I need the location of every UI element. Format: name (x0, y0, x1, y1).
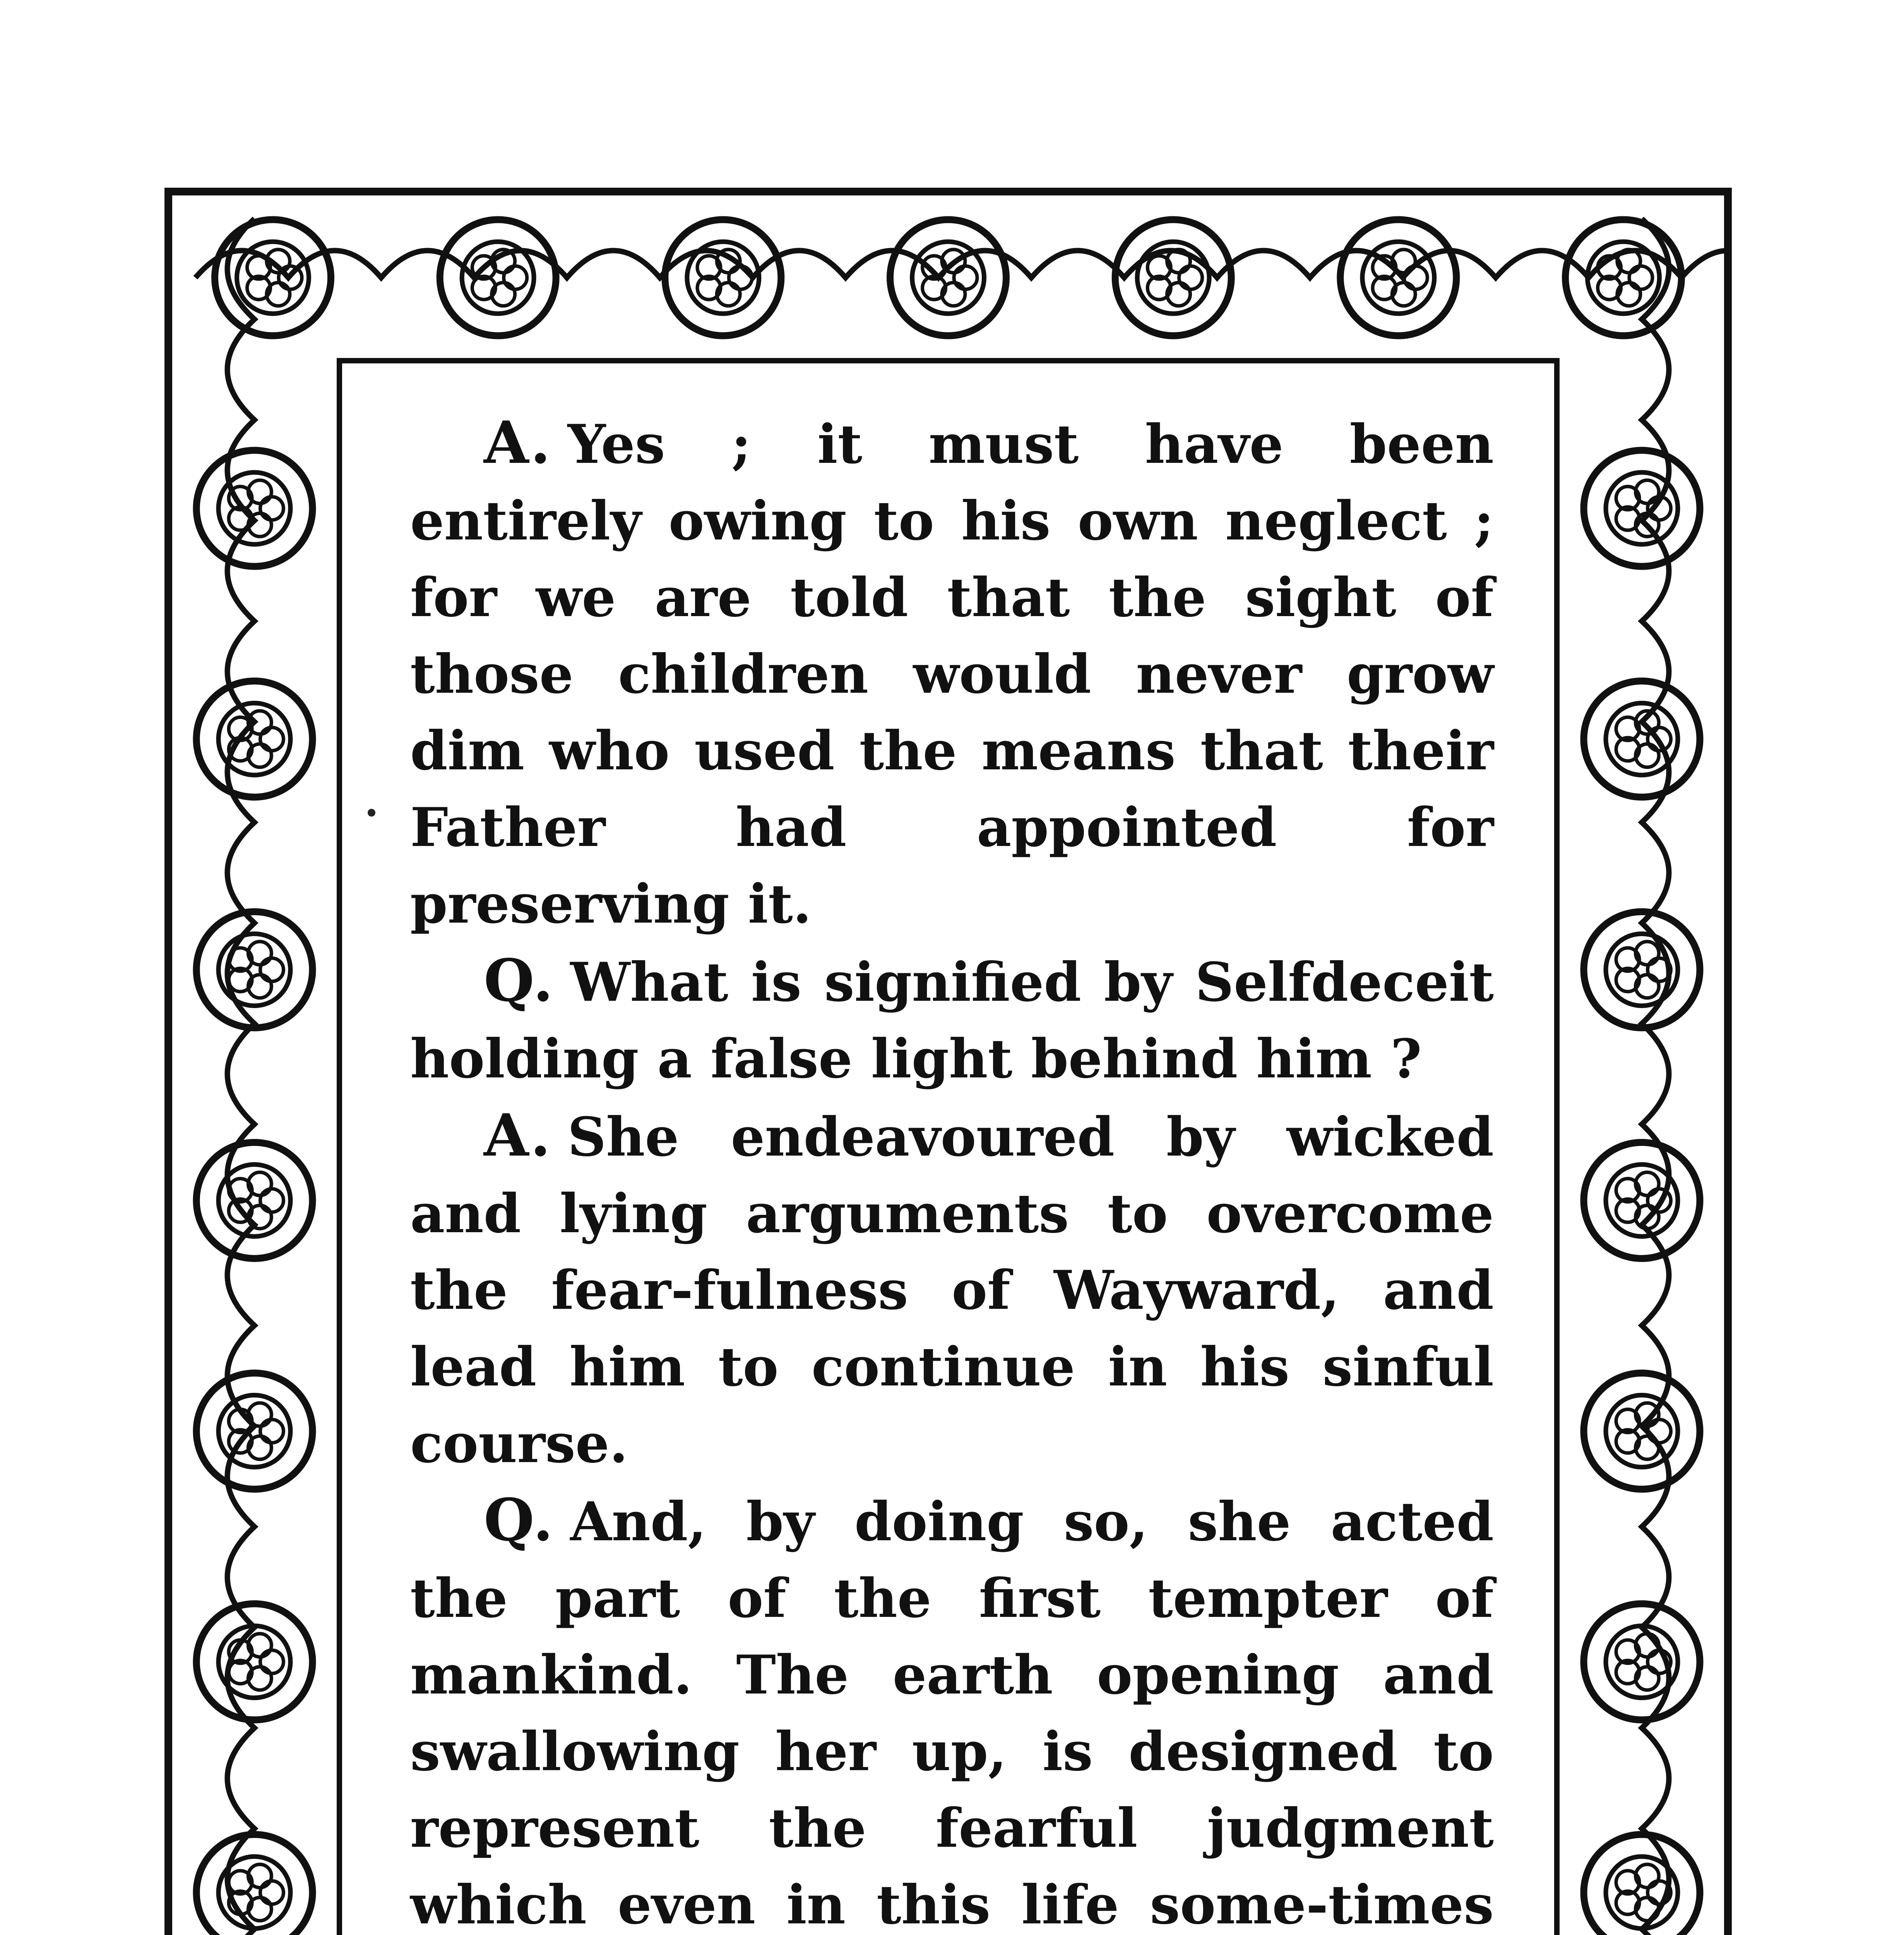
rosette-icon (440, 220, 556, 336)
paragraph-text: And, by doing so, she acted the part of the first tempter of mankind. The earth opening and swallowing her up, is designed to represent the fearful judgment which even in this life some-times (410, 1490, 1494, 1935)
catechism-text (410, 404, 1494, 1935)
rosette-icon (197, 912, 313, 1028)
rosette-icon (1565, 220, 1681, 336)
rosette-icon (197, 1834, 313, 1935)
print-speck (368, 809, 375, 817)
rosette-icon (1340, 220, 1456, 336)
rosette-icon (197, 681, 313, 797)
rosette-icon (1584, 912, 1700, 1028)
vine-scroll (195, 251, 1724, 278)
rosette-icon (1584, 681, 1700, 797)
rosette-icon (197, 1142, 313, 1259)
rosette-icon (1584, 1604, 1700, 1720)
rosette-icon (1584, 450, 1700, 567)
paragraph-text: She endeavoured by wicked and lying arguments to overcome the fear-fulness of Wayward, and lead him to continue in his sinful course. (410, 1105, 1494, 1475)
speaker-label: A. (484, 1101, 552, 1170)
rosette-icon (890, 220, 1006, 336)
paragraph-question-1 (410, 942, 1494, 1097)
rosette-icon (665, 220, 781, 336)
rosette-icon (1584, 1834, 1700, 1935)
speaker-label: Q. (484, 1486, 555, 1554)
rosette-icon (197, 1604, 313, 1720)
paragraph-text: What is signified by Selfdeceit holding a false light behind him ? (410, 950, 1494, 1090)
paragraph-answer-2 (410, 1097, 1494, 1482)
paragraph-answer-1 (410, 404, 1494, 942)
paragraph-question-2 (410, 1482, 1494, 1935)
rosette-icon (215, 220, 331, 336)
speaker-label: Q. (484, 947, 555, 1015)
rosette-icon (197, 1373, 313, 1489)
rosette-icon (1584, 1373, 1700, 1489)
rosette-icon (197, 450, 313, 567)
paragraph-text: Yes ; it must have been entirely owing to his own neglect ; for we are told that the sight of those children would never grow dim who used the means that their Father had appointed for preserving it. (410, 413, 1494, 935)
rosette-icon (1584, 1142, 1700, 1259)
speaker-label: A. (484, 409, 552, 477)
